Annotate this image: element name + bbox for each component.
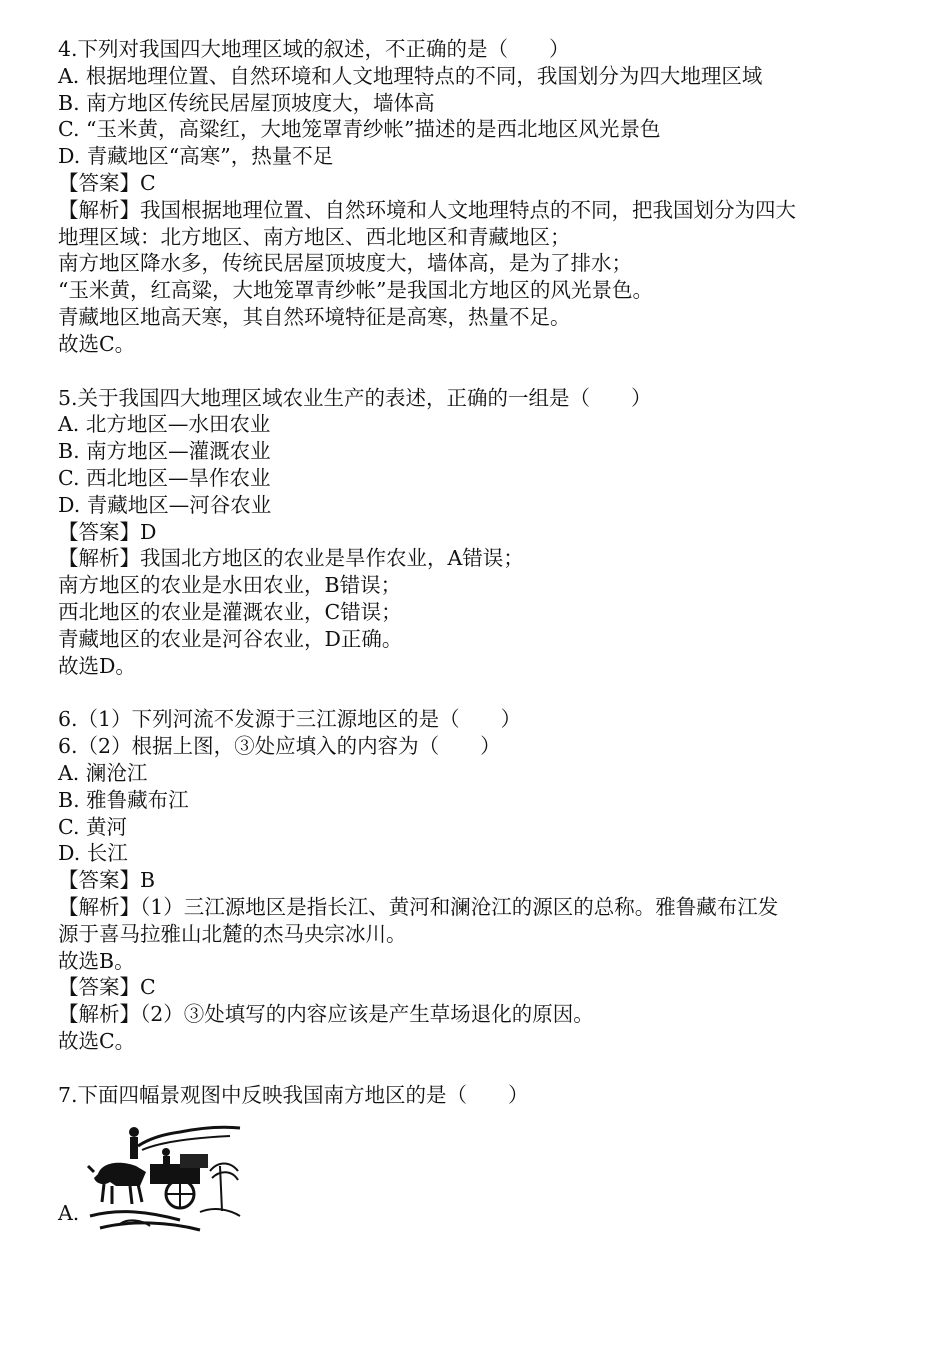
option-b: B. 南方地区—灌溉农业: [58, 439, 271, 464]
analysis-line: 故选D。: [58, 653, 136, 678]
option-a: A. 澜沧江: [58, 760, 148, 785]
analysis-line: 南方地区的农业是水田农业，B错误；: [58, 573, 402, 598]
analysis-line: 【解析】（1）三江源地区是指长江、黄河和澜沧江的源区的总称。雅鲁藏布江发: [58, 894, 779, 919]
question-stem: 6.（1）下列河流不发源于三江源地区的是（ ）: [58, 707, 522, 732]
option-d: D. 青藏地区“高寒”，热量不足: [58, 144, 334, 169]
question-stem: 5.关于我国四大地理区域农业生产的表述，正确的一组是（ ）: [58, 385, 652, 410]
question-stem: 4.下列对我国四大地理区域的叙述，不正确的是（ ）: [58, 37, 570, 61]
analysis-line: 源于喜马拉雅山北麓的杰马央宗冰川。: [58, 921, 407, 946]
option-c: C. “玉米黄，高粱红，大地笼罩青纱帐”描述的是西北地区风光景色: [58, 117, 661, 142]
answer: 【答案】C: [58, 170, 156, 195]
analysis-line: 地理区域：北方地区、南方地区、西北地区和青藏地区；: [58, 224, 571, 249]
analysis-line: 【解析】我国北方地区的农业是旱作农业，A错误；: [58, 546, 524, 571]
analysis-line: 青藏地区地高天寒，其自然环境特征是高寒，热量不足。: [58, 304, 571, 329]
question-5: [58, 385, 918, 680]
option-c: C. 黄河: [58, 814, 127, 839]
answer: 【答案】C: [58, 975, 156, 1000]
spacer: [58, 1055, 918, 1082]
question-4: [58, 36, 918, 358]
analysis-line: 【解析】（2）③处填写的内容应该是产生草场退化的原因。: [58, 1002, 594, 1027]
analysis-line: 故选C。: [58, 1028, 136, 1053]
question-7: [58, 1082, 918, 1237]
document-page: [58, 36, 918, 1236]
answer: 【答案】D: [58, 519, 157, 544]
ox-cart-landscape-illustration: [80, 1116, 242, 1234]
analysis-line: 【解析】我国根据地理位置、自然环境和人文地理特点的不同，把我国划分为四大: [58, 197, 796, 222]
analysis-line: 西北地区的农业是灌溉农业，C错误；: [58, 599, 402, 624]
option-a-label: A.: [58, 1201, 80, 1226]
analysis-line: 南方地区降水多，传统民居屋顶坡度大，墙体高，是为了排水；: [58, 251, 632, 276]
spacer: [58, 358, 918, 385]
option-b: B. 雅鲁藏布江: [58, 787, 189, 812]
question-6: [58, 706, 918, 1054]
option-d: D. 长江: [58, 841, 128, 866]
option-b: B. 南方地区传统民居屋顶坡度大，墙体高: [58, 90, 435, 115]
analysis-line: 故选B。: [58, 948, 135, 973]
option-d: D. 青藏地区—河谷农业: [58, 492, 272, 517]
spacer: [58, 679, 918, 706]
question-stem: 7.下面四幅景观图中反映我国南方地区的是（ ）: [58, 1082, 529, 1107]
question-stem: 6.（2）根据上图，③处应填入的内容为（ ）: [58, 734, 501, 759]
analysis-line: 故选C。: [58, 331, 136, 356]
option-a: A. 北方地区—水田农业: [58, 412, 271, 437]
option-a: A. 根据地理位置、自然环境和人文地理特点的不同，我国划分为四大地理区域: [58, 63, 763, 88]
option-c: C. 西北地区—旱作农业: [58, 465, 271, 490]
option-a-figure-row: [58, 1116, 918, 1236]
analysis-line: 青藏地区的农业是河谷农业，D正确。: [58, 626, 403, 651]
answer: 【答案】B: [58, 868, 156, 893]
analysis-line: “玉米黄，红高粱，大地笼罩青纱帐”是我国北方地区的风光景色。: [58, 278, 653, 303]
